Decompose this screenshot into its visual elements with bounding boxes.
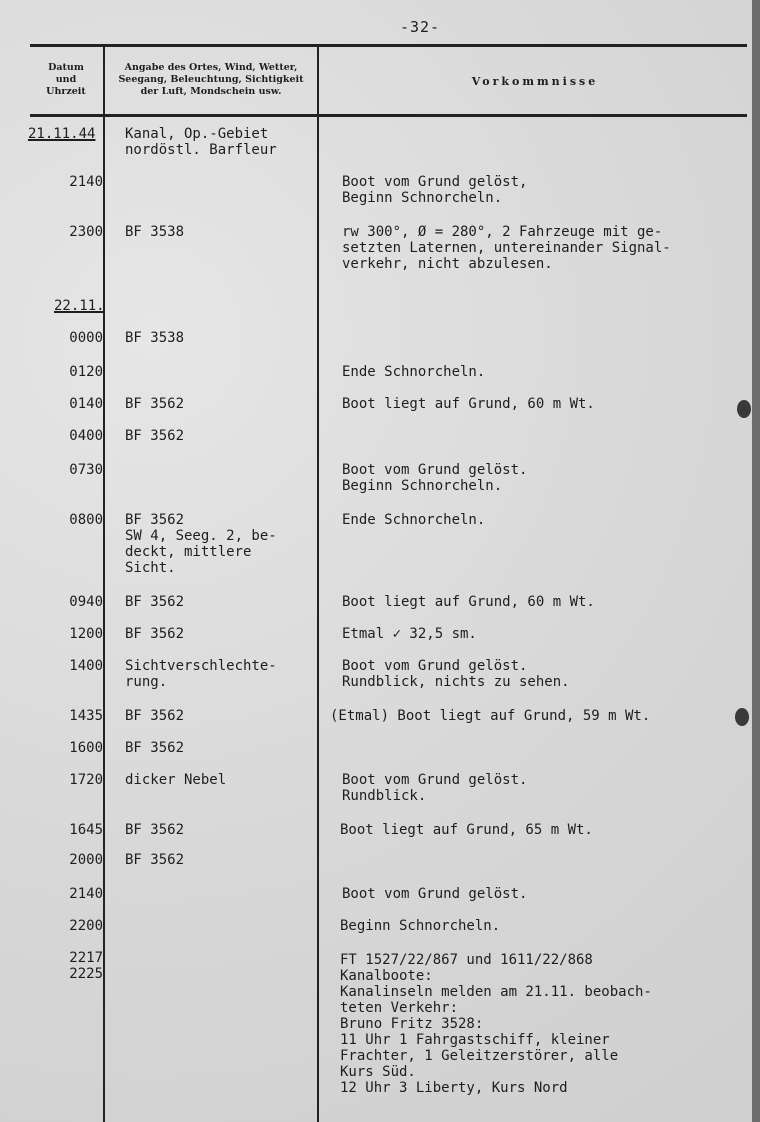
entry-10-event: Etmal ✓ 32,5 sm. xyxy=(342,626,477,642)
entry-17-time: 2140 xyxy=(69,886,103,902)
entry-13-place: BF 3562 xyxy=(125,740,185,756)
punch-hole-mark xyxy=(735,708,749,726)
date-entry-1: 21.11.44 xyxy=(28,126,96,142)
header-events: Vorkommnisse xyxy=(471,75,599,88)
header-date-time: Datum und Uhrzeit xyxy=(46,62,86,97)
entry-16-place: BF 3562 xyxy=(125,852,185,868)
column-divider-1 xyxy=(103,46,105,1122)
entry-18-time: 2200 xyxy=(69,918,103,934)
entry-10-time: 1200 xyxy=(69,626,103,642)
header-place-weather: Angabe des Ortes, Wind, Wetter, Seegang, Beleuchtung, Sichtigkeit der Luft, Mondschein usw. xyxy=(118,62,304,97)
entry-12-place: BF 3562 xyxy=(125,708,185,724)
entry-19-event: FT 1527/22/867 und 1611/22/868 Kanalboote: Kanalinseln melden am 21.11. beobach- teten Verkehr: Bruno Fritz 3528: 11 Uhr 1 Fahrgastschiff, kleiner Frachter, 1 Geleitzerstörer, alle Kurs Süd. 12 Uhr 3 Liberty, Kurs Nord xyxy=(340,952,652,1096)
entry-2-time: 2300 xyxy=(69,224,103,240)
entry-13-time: 1600 xyxy=(69,740,103,756)
column-divider-2 xyxy=(317,46,319,1122)
entry-8-place: BF 3562 SW 4, Seeg. 2, be- deckt, mittlere Sicht. xyxy=(125,512,277,576)
page-number: -32- xyxy=(399,18,441,36)
entry-9-time: 0940 xyxy=(69,594,103,610)
entry-14-place: dicker Nebel xyxy=(125,772,227,788)
entry-15-event: Boot liegt auf Grund, 65 m Wt. xyxy=(340,822,593,838)
entry-11-time: 1400 xyxy=(69,658,103,674)
entry-7-event: Boot vom Grund gelöst. Beginn Schnorcheln. xyxy=(342,462,528,494)
entry-17-event: Boot vom Grund gelöst. xyxy=(342,886,528,902)
entry-15-place: BF 3562 xyxy=(125,822,185,838)
entry-12-time: 1435 xyxy=(69,708,103,724)
entry-2-place: BF 3538 xyxy=(125,224,185,240)
entry-11-place: Sichtverschlechte- rung. xyxy=(125,658,277,690)
punch-hole-mark xyxy=(737,400,751,418)
entry-16-time: 2000 xyxy=(69,852,103,868)
entry-18-event: Beginn Schnorcheln. xyxy=(340,918,501,934)
entry-5-time: 0140 xyxy=(69,396,103,412)
entry-6-place: BF 3562 xyxy=(125,428,185,444)
header-bottom-rule xyxy=(30,114,747,117)
entry-7-time: 0730 xyxy=(69,462,103,478)
entry-15-time: 1645 xyxy=(69,822,103,838)
entry-5-event: Boot liegt auf Grund, 60 m Wt. xyxy=(342,396,595,412)
entry-0-place: Kanal, Op.-Gebiet nordöstl. Barfleur xyxy=(125,126,277,158)
entry-2-event: rw 300°, Ø = 280°, 2 Fahrzeuge mit ge- setzten Laternen, untereinander Signal- verkehr, nicht abzulesen. xyxy=(342,224,671,272)
entry-19-time: 2217 2225 xyxy=(69,950,103,982)
entry-11-event: Boot vom Grund gelöst. Rundblick, nichts zu sehen. xyxy=(342,658,570,690)
date-entry-2: 22.11. xyxy=(54,298,105,314)
entry-3-place: BF 3538 xyxy=(125,330,185,346)
entry-1-event: Boot vom Grund gelöst, Beginn Schnorcheln. xyxy=(342,174,528,206)
entry-4-event: Ende Schnorcheln. xyxy=(342,364,486,380)
entry-9-place: BF 3562 xyxy=(125,594,185,610)
entry-6-time: 0400 xyxy=(69,428,103,444)
entry-3-time: 0000 xyxy=(69,330,103,346)
entry-5-place: BF 3562 xyxy=(125,396,185,412)
entry-8-event: Ende Schnorcheln. xyxy=(342,512,486,528)
entry-14-event: Boot vom Grund gelöst. Rundblick. xyxy=(342,772,528,804)
entry-8-time: 0800 xyxy=(69,512,103,528)
entry-1-time: 2140 xyxy=(69,174,103,190)
entry-9-event: Boot liegt auf Grund, 60 m Wt. xyxy=(342,594,595,610)
scan-edge xyxy=(752,0,760,1122)
entry-12-event: (Etmal) Boot liegt auf Grund, 59 m Wt. xyxy=(330,708,651,724)
entry-14-time: 1720 xyxy=(69,772,103,788)
entry-4-time: 0120 xyxy=(69,364,103,380)
entry-10-place: BF 3562 xyxy=(125,626,185,642)
header-top-rule xyxy=(30,44,747,47)
